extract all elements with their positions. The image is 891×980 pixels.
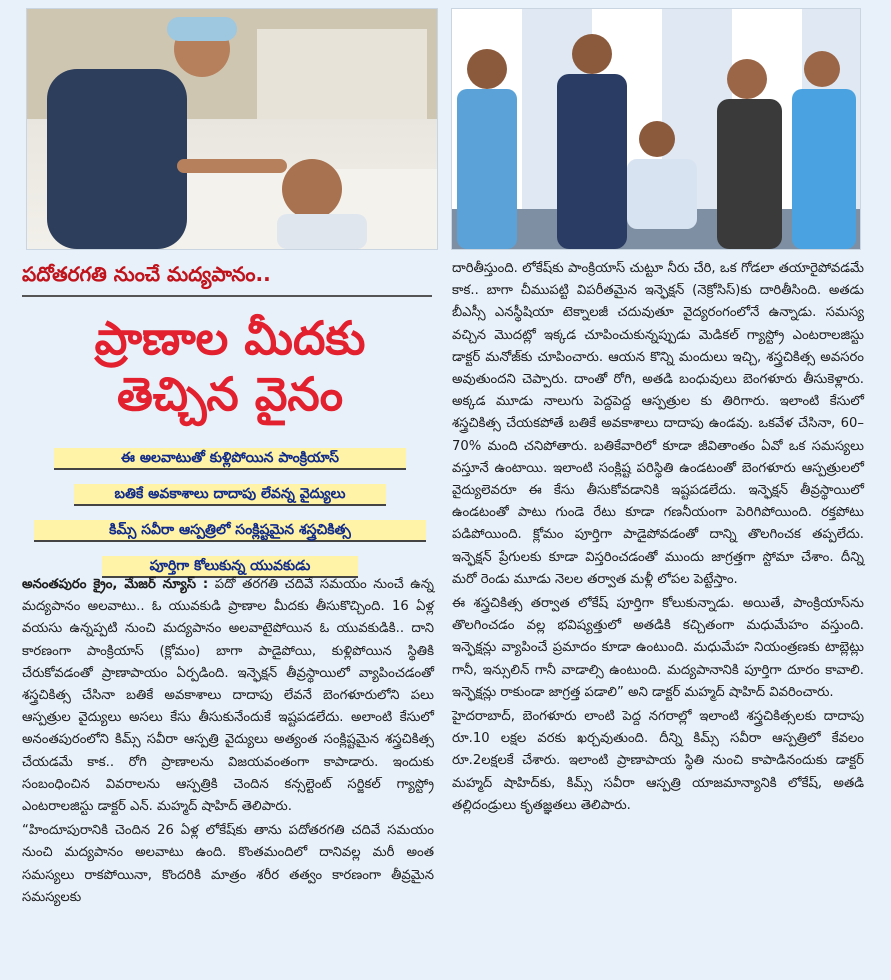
paragraph: “హిందూపురానికి చెందిన 26 ఏళ్ల లోకేష్‌కు తాను పదోతరగతి చదివే సమయం నుంచి మద్యపానం అలవాటు ఉంది. కొంతమందిలో దానివల్ల మరీ అంత సమస్యలు రాకపోయినా, కొందరికి మాత్రం శరీర తత్వం కారణంగా తీవ్రమైన సమస్యలకు	[22, 823, 434, 905]
hospital-group-photo	[451, 8, 861, 250]
article-headline	[24, 310, 436, 422]
paragraph: హైదరాబాద్, బెంగళూరు లాంటి పెద్ద నగరాల్లో ఇలాంటి శస్త్రచికిత్సలకు దాదాపు రూ.10 లక్షల వరకు ఖర్చవుతుంది. దీన్ని కిమ్స్ సవీరా ఆస్పత్రిలో కేవలం రూ.2లక్షలకే చేశారు. ఇలాంటి ప్రాణాపాయ స్థితి నుంచి కాపాడినందుకు డాక్టర్ మహ్మద్ షాహిద్‌కు, కిమ్స్ సవీరా ఆస్పత్రి యాజమాన్యానికి లోకేష్, అతడి తల్లిదండ్రులు కృతజ్ఞతలు తెలిపారు.	[452, 709, 864, 813]
article-column-right	[452, 258, 864, 819]
article-column-left	[22, 574, 434, 911]
paragraph	[22, 574, 434, 818]
paragraph-text: పదో తరగతి చదివే సమయం నుంచే ఉన్న మద్యపానం అలవాటు.. ఓ యువకుడి ప్రాణాల మీదకు తీసుకొచ్చింది. 16 ఏళ్ల వయసు ఉన్నప్పటి నుంచి మద్యపానం అలవాటైపోయిన ఓ యువకుడికి.. దాని కారణంగా పాంక్రియాస్ (క్లోమం) బాగా పాడైపోయి, కుళ్లిపోయిన స్థితికి చేరుకోవడంతో ప్రాణాపాయం ఏర్పడింది. ఇన్ఫెక్షన్ తీవ్రస్థాయిలో వ్యాపించడంతో శస్త్రచికిత్స చేసినా బతికే అవకాశాలు దాదాపు లేవనే బెంగళూరులోని పలు ఆస్పత్రుల వైద్యులు అసలు కేసు తీసుకునేందుకే ఇష్టపడలేదు. అలాంటి కేసులో అనంతపురంలోని కిమ్స్ సవీరా ఆస్పత్రి వైద్యులు అత్యంత సంక్లిష్టమైన శస్త్రచికిత్స చేయడమే కాక.. రోగి ప్రాణాలను విజయవంతంగా కాపాడారు. ఇందుకు సంబంధించిన వివరాలను ఆస్పత్రికి చెందిన కన్సల్టెంట్ సర్జికల్ గ్యాస్ట్రో ఎంటరాలజిస్టు డాక్టర్ ఎన్. మహ్మద్ షాహిద్ తెలిపారు.	[22, 577, 434, 815]
subheading-1: ఈ అలవాటుతో కుళ్లిపోయిన పాంక్రియాస్	[54, 448, 406, 470]
photo-left-illustration	[27, 9, 437, 249]
article-kicker: పదోతరగతి నుంచే మద్యపానం..	[22, 262, 432, 297]
dateline: అనంతపురం క్రైం, మేజర్ న్యూస్ :	[22, 577, 209, 592]
subheading-3: కిమ్స్ సవీరా ఆస్పత్రిలో సంక్లిష్టమైన శస్త్రచికిత్స	[34, 520, 426, 542]
photo-right-illustration	[452, 9, 860, 249]
paragraph: దారితీస్తుంది. లోకేష్‌కు పాంక్రియాస్ చుట్టూ నీరు చేరి, ఒక గోడలా తయారైపోవడమే కాక.. బాగా చీముపట్టి విపరీతమైన ఇన్ఫెక్షన్ (నెక్రోసిస్)కు దారితీసింది. అతడు బీఎస్సీ ఎనస్థీషియా టెక్నాలజీ చదువుతూ వైద్యరంగంలోనే ఉన్నాడు. సమస్య వచ్చిన మొదట్లో ఇక్కడ చూపించుకున్నప్పుడు మెడికల్ గ్యాస్ట్రో ఎంటరాలజిస్టు డాక్టర్ మనోజ్‌కు చూపించారు. ఆయన కొన్ని మందులు ఇచ్చి, శస్త్రచికిత్స అవసరం అవుతుందని చెప్పారు. దాంతో రోగి, అతడి బంధువులు బెంగళూరు తీసుకెళ్లారు. అక్కడ మూడు నాలుగు పెద్దపెద్ద ఆస్పత్రుల కు తిరిగారు. ఇలాంటి కేసులో శస్త్రచికిత్స చేయకపోతే బతికే అవకాశాలు దాదాపు ఉండవు. ఒకవేళ చేసినా, 60–70% మంది చనిపోతారు. బతికేవారిలో కూడా జీవితాంతం ఏవో ఒక సమస్యలు వస్తూనే ఉంటాయి. ఇలాంటి సంక్లిష్ట పరిస్థితి ఉండటంతో బెంగళూరు ఆస్పత్రులలో వైద్యులెవరూ ఈ కేసు తీసుకోవడానికి ఇష్టపడలేదు. ఇన్ఫెక్షన్ తీవ్రస్థాయిలో ఉండటంతో పాటు గుండె రేటు కూడా గణనీయంగా పెరిగిపోయింది. రక్తపోటు పడిపోయింది. క్లోమం పూర్తిగా పాడైపోవడంతో దాన్ని తొలగించక తప్పలేదు. ఇన్ఫెక్షన్ ప్రేగులకు కూడా విస్తరించడంతో ముందు జాగ్రత్తగా స్టోమా చేశాం. దీన్ని మరో రెండు మూడు నెలల తర్వాత మళ్లీ లోపల పెట్టేస్తాం.	[452, 261, 864, 587]
doctor-feeding-patient-photo	[26, 8, 438, 250]
subheading-2: బతికే అవకాశాలు దాదాపు లేవన్న వైద్యులు	[74, 484, 386, 506]
headline-line-2: తెచ్చిన వైనం	[116, 367, 344, 421]
paragraph: ఈ శస్త్రచికిత్స తర్వాత లోకేష్ పూర్తిగా కోలుకున్నాడు. అయితే, పాంక్రియాస్‌ను తొలగించడం వల్ల భవిష్యత్తులో అతడికి కచ్చితంగా మధుమేహం వస్తుంది. ఇన్ఫెక్షన్లు వ్యాపించే ప్రమాదం కూడా ఉంటుంది. మధుమేహ నియంత్రణకు టాబ్లెట్లు గానీ, ఇన్సులిన్ గానీ వాడాల్సి ఉంటుంది. మద్యపానానికి పూర్తిగా దూరం కావాలి. ఇన్ఫెక్షన్లు రాకుండా జాగ్రత్త పడాలి” అని డాక్టర్ మహ్మద్ షాహిద్ వివరించారు.	[452, 596, 864, 700]
subheading-4: పూర్తిగా కోలుకున్న యువకుడు	[102, 556, 358, 578]
headline-line-1: ప్రాణాల మీదకు	[94, 311, 366, 365]
subheadings	[30, 448, 430, 592]
